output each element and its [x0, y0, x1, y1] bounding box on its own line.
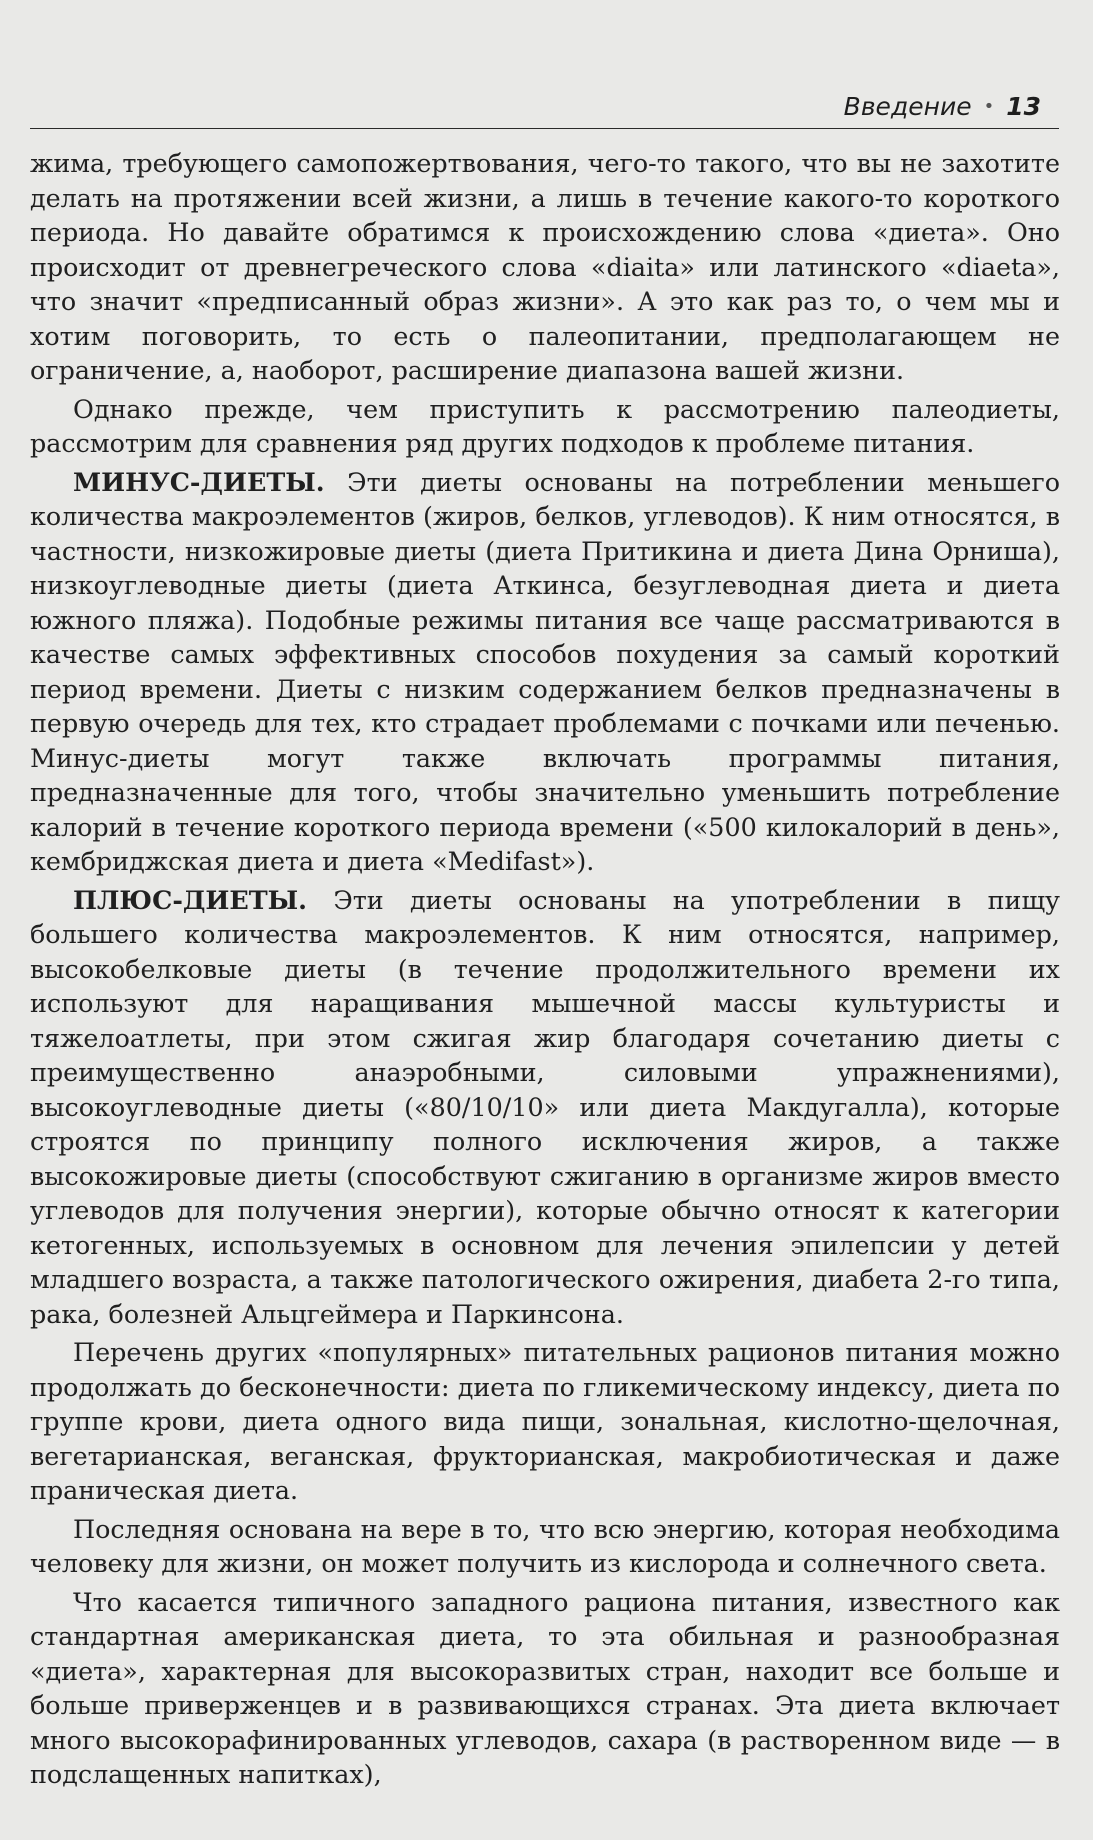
paragraph-text: Эти диеты основаны на употреблении в пищу большего количества макроэлементов. К ним относятся, например, высокобелковые диеты (в течение продолжительного времени их используют для наращивания мышечной массы культуристы и тяжелоатлеты, при этом сжигая жир благодаря сочетанию диеты с преимущественно анаэробными, силовыми упражнениями), высокоуглеводные диеты («80/10/10» или диета Макдугалла), которые строятся по принципу полного исключения жиров, а также высокожировые диеты (способствуют сжиганию в организме жиров вместо углеводов для получения энергии), которые обычно относят к категории кетогенных, используемых в основном для лечения эпилепсии у детей младшего возраста, а также патологического ожирения, диабета 2-го типа, рака, болезней Альцгеймера и Паркинсона.: [30, 884, 1060, 1329]
paragraph-6: [30, 1512, 1060, 1581]
paragraph-2: [30, 392, 1060, 461]
paragraph-text: жима, требующего самопожертвования, чего-то такого, что вы не захотите делать на протяжении всей жизни, а лишь в течение какого-то короткого периода. Но давайте обратимся к происхождению слова «диета». Оно происходит от древнегреческого слова «diaita» или латинского «diaeta», что значит «предписанный образ жизни». А это как раз то, о чем мы и хотим поговорить, то есть о палеопитании, предполагающем не ограничение, а, наоборот, расширение диапазона вашей жизни.: [30, 148, 1060, 385]
term-minus-diets: МИНУС-ДИЕТЫ.: [73, 466, 325, 497]
paragraph-7: [30, 1585, 1060, 1792]
paragraph-1: [30, 146, 1060, 388]
paragraph-text: Однако прежде, чем приступить к рассмотрению палеодиеты, рассмотрим для сравнения ряд других подходов к проблеме питания.: [30, 393, 1060, 458]
paragraph-text: Эти диеты основаны на потреблении меньшего количества макроэлементов (жиров, белков, углеводов). К ним относятся, в частности, низкожировые диеты (диета Притикина и диета Дина Орниша), низкоуглеводные диеты (диета Аткинса, безуглеводная диета и диета южного пляжа). Подобные режимы питания все чаще рассматриваются в качестве самых эффективных способов похудения за самый короткий период времени. Диеты с низким содержанием белков предназначены в первую очередь для тех, кто страдает проблемами с почками или печенью. Минус-диеты могут также включать программы питания, предназначенные для того, чтобы значительно уменьшить потребление калорий в течение короткого периода времени («500 килокалорий в день», кембриджская диета и диета «Medifast»).: [30, 466, 1060, 876]
paragraph-text: Последняя основана на вере в то, что всю энергию, которая необходима человеку для жизни, он может получить из кислорода и солнечного света.: [30, 1513, 1060, 1578]
body-text: [30, 146, 1060, 1796]
running-head-row: [844, 92, 1041, 121]
paragraph-text: Что касается типичного западного рациона питания, известного как стандартная американская диета, то эта обильная и разнообразная «диета», характерная для высокоразвитых стран, находит все больше и больше приверженцев и в развивающихся странах. Эта диета включает много высокорафинированных углеводов, сахара (в растворенном виде — в подслащенных напитках),: [30, 1586, 1060, 1789]
running-head: [30, 92, 1059, 129]
bullet-separator: •: [983, 96, 995, 117]
page-number: 13: [1006, 92, 1041, 121]
term-plus-diets: ПЛЮС-ДИЕТЫ.: [73, 884, 308, 915]
paragraph-5: [30, 1335, 1060, 1508]
paragraph-plus-diets: [30, 883, 1060, 1332]
paragraph-text: Перечень других «популярных» питательных рационов питания можно продолжать до бесконечности: диета по гликемическому индексу, диета по группе крови, диета одного вида пищи, зональная, кислотно-щелочная, вегетарианская, веганская, фрукторианская, макробиотическая и даже праническая диета.: [30, 1337, 1060, 1505]
section-title: Введение: [843, 92, 972, 121]
paragraph-minus-diets: [30, 465, 1060, 879]
